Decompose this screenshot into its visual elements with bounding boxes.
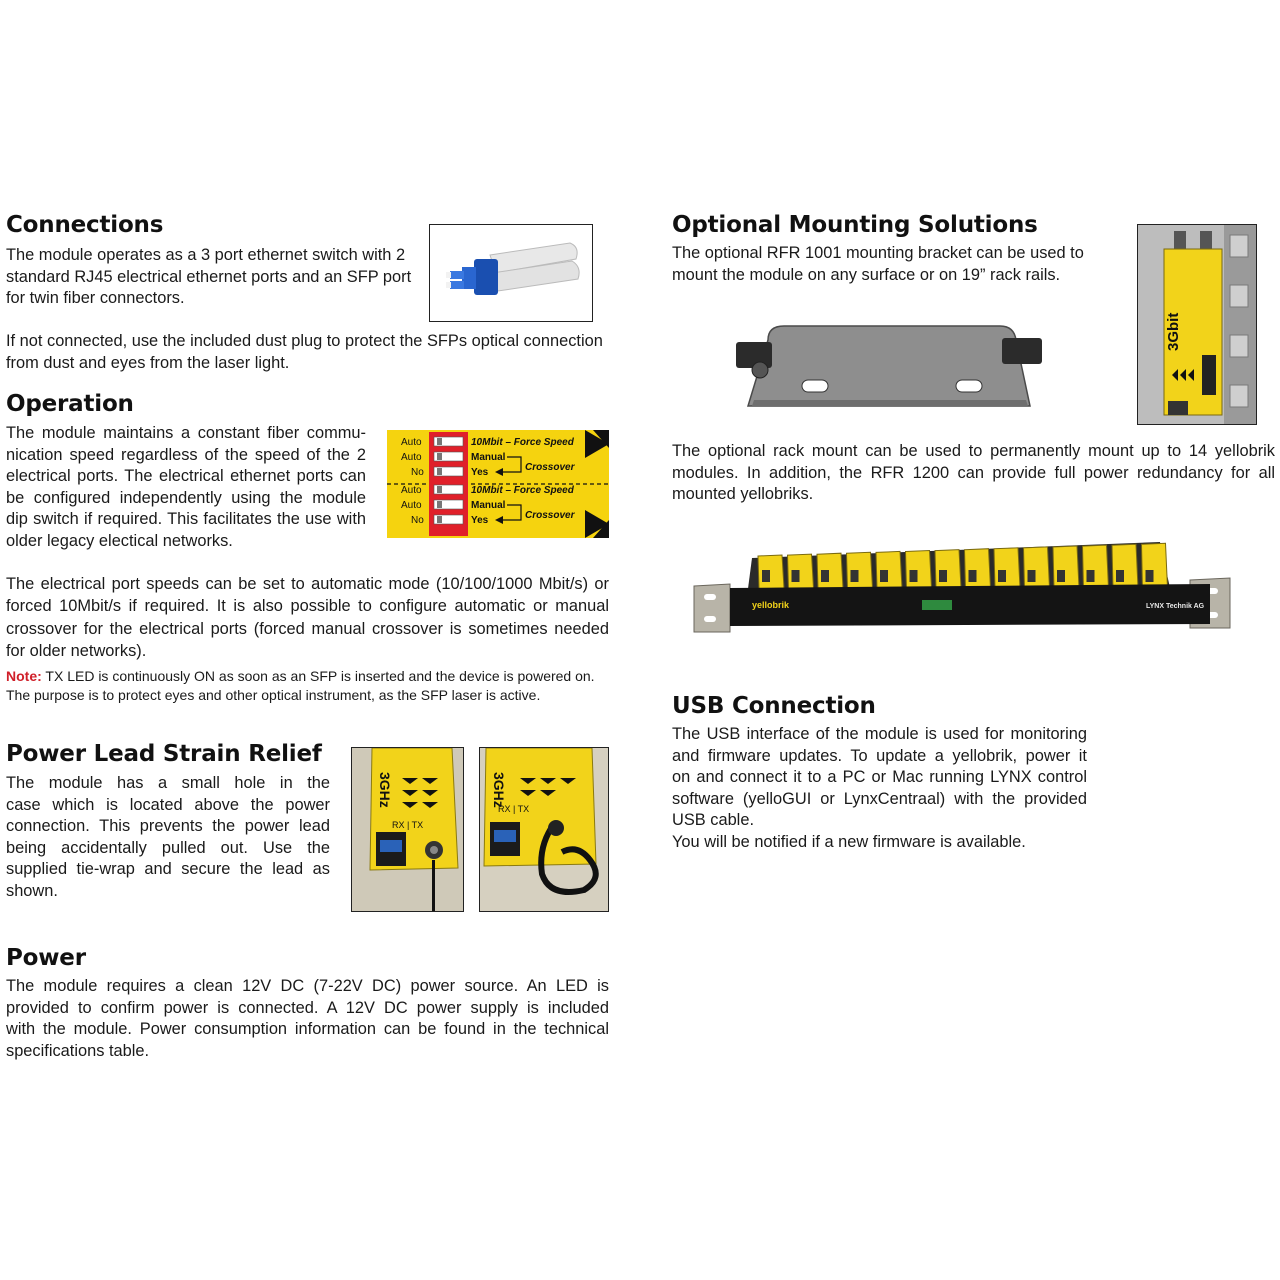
dust-plug-text: If not connected, use the included dust plug to protect the SFPs optical connection from dust and eyes from the laser light. xyxy=(6,332,603,372)
strain-relief-heading: Power Lead Strain Relief xyxy=(6,741,322,767)
dip-switch-diagram xyxy=(387,430,609,538)
rack-module xyxy=(994,548,1020,589)
dip-row-3-right: Yes xyxy=(471,467,489,478)
rack-module xyxy=(1083,545,1109,589)
rack-module xyxy=(906,551,932,590)
port-label-1: RX | TX xyxy=(392,820,424,830)
mounting-bracket-image xyxy=(732,320,1052,414)
note-label: Note: xyxy=(6,668,42,684)
dip-row-3-left: No xyxy=(411,467,424,478)
rack-module xyxy=(965,549,991,589)
dip-row-2-right: Manual xyxy=(471,452,506,463)
operation-text: The module maintains a constant fiber commu- nication speed regardless of the speed of the 2 electrical ports. The electrical ethernet ports can be configured independently using the module dip switch if required. This facilitates the use with older legacy electical networks. xyxy=(6,424,366,550)
rack-mount-image xyxy=(690,528,1240,638)
dip-row-4-right: 10Mbit – Force Speed xyxy=(471,485,574,496)
rack-module xyxy=(1053,546,1079,589)
dip-row-5-left: Auto xyxy=(401,500,422,511)
rack-brand: yellobrik xyxy=(752,600,790,610)
dip-row-1-right: 10Mbit – Force Speed xyxy=(471,437,574,448)
dip-row-2-left: Auto xyxy=(401,452,422,463)
crossover-label-2: Crossover xyxy=(525,510,575,521)
power-heading: Power xyxy=(6,945,86,971)
mounting-text: The optional RFR 1001 mounting bracket can be used to mount the module on any surface or on 19” rack rails. xyxy=(672,244,1084,284)
port-speed-text: The electrical port speeds can be set to automatic mode (10/100/1000 Mbit/s) or forced 10Mbit/s if required. It is also possible to configure automatic or manual crossover for the electrical ports (forced manual crossover is sometimes needed for older networks). xyxy=(6,575,609,660)
port-label-2: RX | TX xyxy=(498,804,530,814)
dip-row-1-left: Auto xyxy=(401,437,422,448)
dip-row-4-left: Auto xyxy=(401,485,422,496)
fiber-connector-image xyxy=(429,224,593,322)
mounting-heading: Optional Mounting Solutions xyxy=(672,212,1038,238)
rack-module xyxy=(1112,544,1138,589)
connections-text: The module operates as a 3 port ethernet switch with 2 standard RJ45 electrical ethernet ports and an SFP port for twin fiber connectors. xyxy=(6,246,412,308)
strain-relief-text: The module has a small hole in the case which is located above the power connection. This prevents the power lead being accidentally pulled out. Use the supplied tie-wrap and secure the lead as shown. xyxy=(6,774,330,900)
rack-module xyxy=(876,551,902,589)
dip-row-5-right: Manual xyxy=(471,500,506,511)
dip-row-6-right: Yes xyxy=(471,515,489,526)
rack-module xyxy=(788,554,814,589)
rack-mount-text: The optional rack mount can be used to permanently mount up to 14 yellobrik modules. In addition, the RFR 1200 can provide full power redundancy for all mounted yellobriks. xyxy=(672,442,1275,504)
mounted-module-label: 3Gbit xyxy=(1165,312,1182,351)
connections-heading: Connections xyxy=(6,212,164,238)
rack-module xyxy=(1142,543,1168,589)
rack-module xyxy=(847,552,873,589)
dip-row-6-left: No xyxy=(411,515,424,526)
module-label-1: 3GHz xyxy=(377,772,393,808)
rack-module xyxy=(1024,547,1050,589)
usb-heading: USB Connection xyxy=(672,693,876,719)
mounted-module-photo xyxy=(1137,224,1257,425)
strain-relief-photo-1 xyxy=(351,747,464,912)
crossover-label-1: Crossover xyxy=(525,462,575,473)
power-text: The module requires a clean 12V DC (7-22V DC) power source. An LED is provided to confirm power is connected. A 12V DC power supply is included with the module. Power consumption information can be found in the technical specifications table. xyxy=(6,977,609,1060)
module-label-2: 3GHz xyxy=(491,772,507,808)
rack-module xyxy=(817,553,843,589)
strain-relief-photo-2 xyxy=(479,747,609,912)
usb-text: The USB interface of the module is used for monitoring and firmware updates. To update a yellobrik, power it on and connect it to a PC or Mac running LYNX control software (yelloGUI or LynxCentraal) with the provided USB cable. You will be notified if a new firmware is available. xyxy=(672,725,1087,851)
rack-module xyxy=(758,555,784,589)
operation-heading: Operation xyxy=(6,391,134,417)
rack-maker: LYNX Technik AG xyxy=(1146,603,1205,610)
rack-module xyxy=(935,550,961,589)
tx-led-note: Note: TX LED is continuously ON as soon as an SFP is inserted and the device is powered on. The purpose is to protect eyes and other optical instrument, as the SFP laser is active. xyxy=(6,668,595,703)
